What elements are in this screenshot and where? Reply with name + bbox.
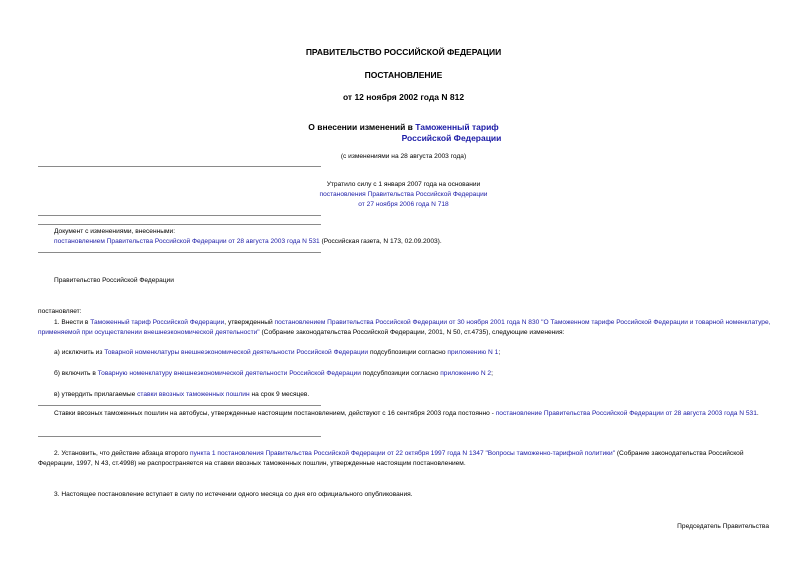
expired-link-2[interactable]: от 27 ноября 2006 года N 718 bbox=[358, 201, 449, 208]
item-a-text: а) исключить из bbox=[54, 349, 105, 356]
item-v-text: на срок 9 месяцев. bbox=[249, 391, 310, 398]
header-authority: ПРАВИТЕЛЬСТВО РОССИЙСКОЙ ФЕДЕРАЦИИ bbox=[305, 47, 502, 57]
paragraph-2-text: (Собрание законодательства Российской Федерации, 1997, N 43, ст.4998) не распространяется на ставки ввозных таможенных пошлин, утвержденные настоящим постановлением. bbox=[38, 450, 744, 467]
divider bbox=[38, 252, 321, 253]
item-b bbox=[54, 369, 787, 379]
header-doc-type: ПОСТАНОВЛЕНИЕ bbox=[364, 70, 443, 80]
decrees-line: постановляет: bbox=[38, 308, 82, 315]
doc-changes-link[interactable]: постановлением Правительства Российской Федерации от 28 августа 2003 года N 531 bbox=[54, 238, 320, 245]
expired-note bbox=[0, 180, 807, 210]
paragraph-1 bbox=[38, 318, 771, 338]
link-import-rates[interactable]: ставки ввозных таможенных пошлин bbox=[137, 391, 250, 398]
link-appendix-1[interactable]: приложению N 1 bbox=[447, 349, 499, 356]
item-b-text: б) включить в bbox=[54, 370, 98, 377]
item-b-text: ; bbox=[491, 370, 493, 377]
title-link-tariff[interactable]: Таможенный тариф bbox=[415, 122, 499, 132]
header-date: от 12 ноября 2002 года N 812 bbox=[342, 92, 465, 102]
item-v bbox=[54, 390, 787, 400]
link-nomenclature-2[interactable]: Товарную номенклатуру внешнеэкономической деятельности Российской Федерации bbox=[97, 370, 361, 377]
amendment-note: (с изменениями на 28 августа 2003 года) bbox=[340, 153, 467, 160]
item-a bbox=[54, 348, 787, 358]
expired-link-1[interactable]: постановления Правительства Российской Федерации bbox=[319, 191, 488, 198]
expired-text: Утратило силу с 1 января 2007 года на основании bbox=[326, 181, 481, 188]
rates-note-text: Ставки ввозных таможенных пошлин на автобусы, утвержденные настоящим постановлением, действуют с 16 сентября 2003 года постоянно - bbox=[54, 410, 496, 417]
signature: Председатель Правительства bbox=[677, 523, 769, 530]
divider bbox=[38, 436, 321, 437]
item-a-text: ; bbox=[498, 349, 501, 356]
government-line: Правительство Российской Федерации bbox=[54, 277, 174, 284]
paragraph-1-text: (Собрание законодательства Российской Федерации, 2001, N 50, ст.4735), следующие изменения: bbox=[259, 329, 565, 336]
divider bbox=[38, 215, 321, 216]
title-prefix: О внесении изменений в bbox=[308, 122, 416, 132]
link-customs-tariff[interactable]: Таможенный тариф Российской Федерации bbox=[90, 319, 225, 326]
item-b-text: подсубпозиции согласно bbox=[360, 370, 441, 377]
rates-note-text: . bbox=[756, 410, 759, 417]
divider bbox=[38, 224, 321, 225]
paragraph-1-text: , утвержденный bbox=[224, 319, 275, 326]
doc-changes-source: (Российская газета, N 173, 02.09.2003). bbox=[319, 238, 442, 245]
title-link-rf[interactable]: Российской Федерации bbox=[401, 133, 502, 143]
paragraph-2 bbox=[38, 449, 771, 469]
rates-note bbox=[38, 409, 771, 419]
paragraph-2-text: 2. Установить, что действие абзаца второго bbox=[54, 450, 191, 457]
link-decree-1347[interactable]: пункта 1 постановления Правительства Российской Федерации от 22 октября 1997 года N 1347 "Вопросы таможенно-тарифной политики" bbox=[190, 450, 616, 457]
document-title bbox=[0, 122, 807, 144]
link-nomenclature[interactable]: Товарной номенклатуры внешнеэкономической деятельности Российской Федерации bbox=[104, 349, 369, 356]
item-v-text: в) утвердить прилагаемые bbox=[54, 391, 138, 398]
divider bbox=[38, 166, 321, 167]
divider bbox=[38, 405, 321, 406]
link-appendix-2[interactable]: приложению N 2 bbox=[440, 370, 492, 377]
link-decree-531[interactable]: постановление Правительства Российской Федерации от 28 августа 2003 года N 531 bbox=[495, 410, 757, 417]
paragraph-3: 3. Настоящее постановление вступает в силу по истечении одного месяца со дня его официального опубликования. bbox=[54, 491, 413, 498]
item-a-text: подсубпозиции согласно bbox=[368, 349, 448, 356]
doc-changes-label: Документ с изменениями, внесенными: bbox=[54, 228, 176, 235]
paragraph-1-text: 1. Внести в bbox=[54, 319, 91, 326]
link-decree-830[interactable]: постановлением Правительства Российской Федерации от 30 ноября 2001 года N 830 "О Таможенном тарифе Российской Федерации и товарной номенклатуре, применяемой при осуществлении внешнеэкономической деятельности" bbox=[38, 319, 771, 336]
doc-changes bbox=[54, 227, 794, 247]
